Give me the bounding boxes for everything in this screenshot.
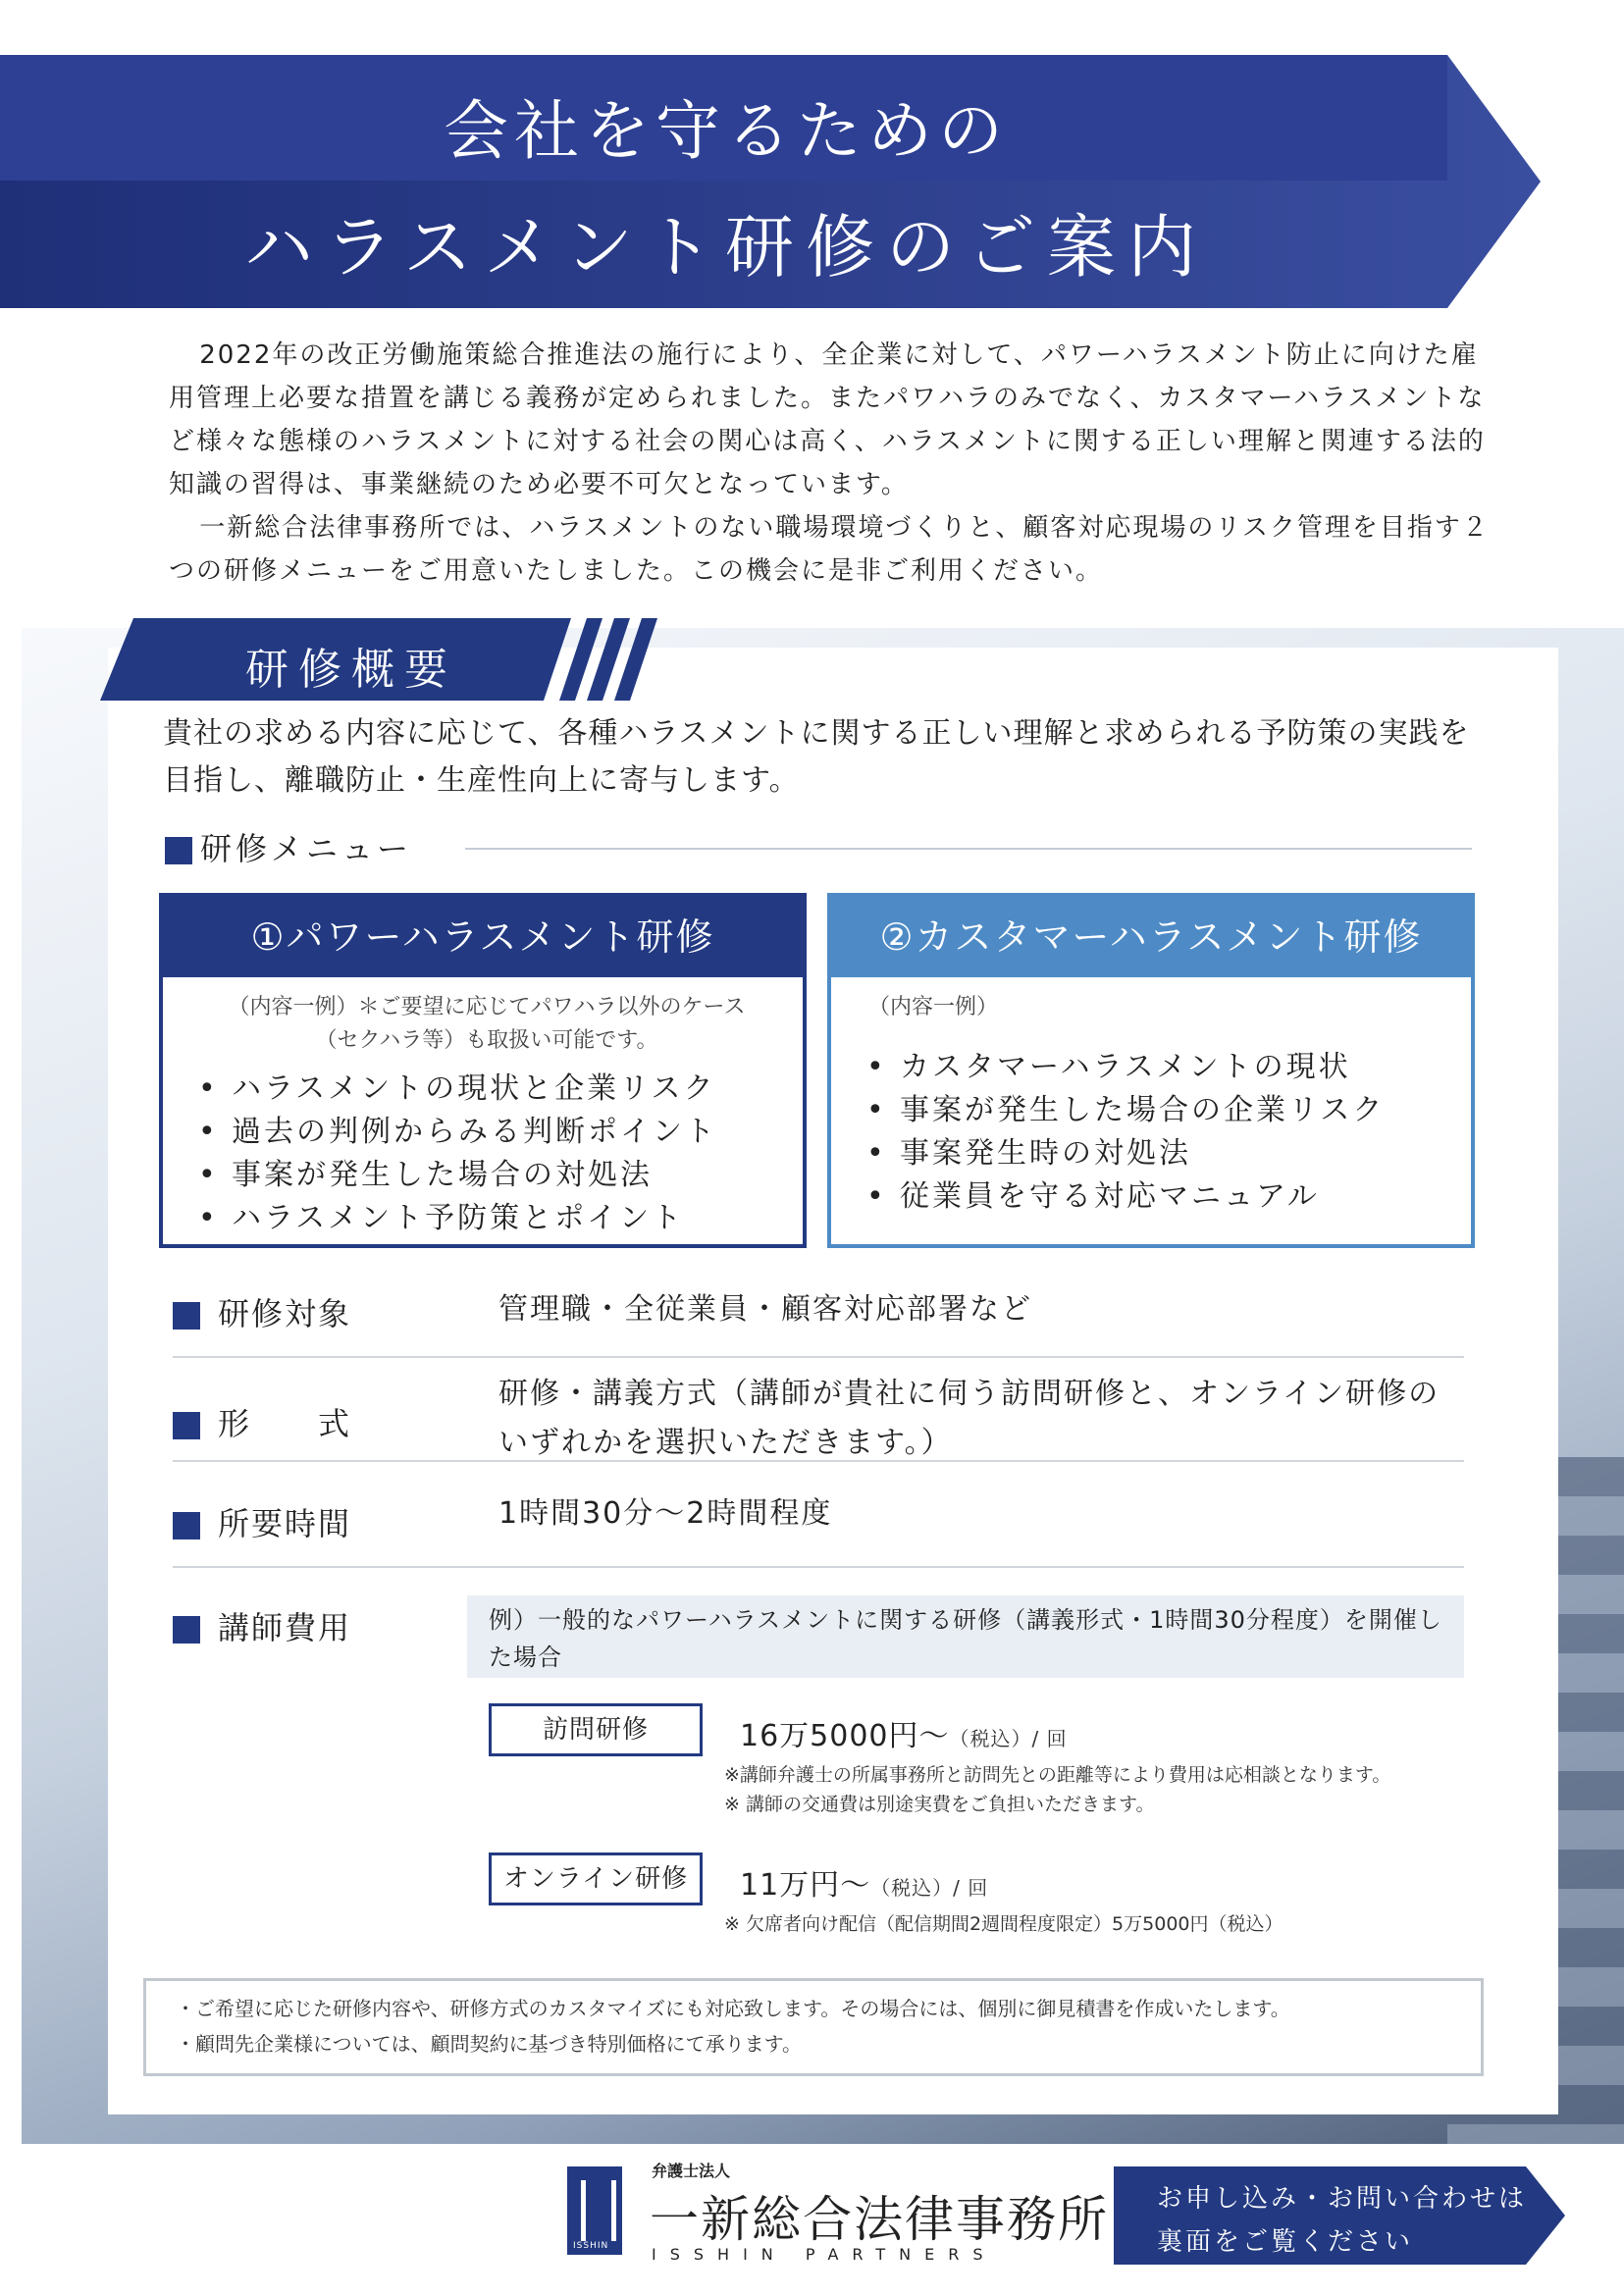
fee-example: 例）一般的なパワーハラスメントに関する研修（講義形式・1時間30分程度）を開催した場合 bbox=[467, 1595, 1464, 1678]
divider bbox=[465, 848, 1472, 850]
menu-heading bbox=[165, 824, 412, 869]
menu-heading-label: 研修メニュー bbox=[200, 830, 413, 867]
header-banner bbox=[0, 55, 1541, 308]
list-item: • 過去の判例からみる判断ポイント bbox=[232, 1111, 803, 1154]
power-note-line-2: （セクハラ等）も取扱い可能です。 bbox=[315, 1028, 658, 1053]
footnote-line-1: ・ご希望に応じた研修内容や、研修方式のカスタマイズにも対応致します。その場合には、個別に御見積書を作成いたします。 bbox=[176, 1997, 1290, 2020]
intro-paragraph-1: 2022年の改正労働施策総合推進法の施行により、全企業に対して、パワーハラスメント防止に向けた雇用管理上必要な措置を講じる義務が定められました。またパワハラのみでなく、カスタマーハラスメントなど様々な態様のハラスメントに対する社会の関心は高く、ハラスメントに関する正しい理解と関連する法的知識の習得は、事業継続のため必要不可欠となっています。 bbox=[169, 340, 1486, 499]
power-harassment-title: ①パワーハラスメント研修 bbox=[163, 897, 803, 977]
online-training-note: ※ 欠席者向け配信（配信期間2週間程度限定）5万5000円（税込） bbox=[724, 1913, 1283, 1935]
square-bullet-icon bbox=[173, 1412, 200, 1439]
section-heading: 研修概要 bbox=[245, 645, 457, 695]
list-item: • ハラスメント予防策とポイント bbox=[232, 1197, 803, 1240]
footnote-line-2: ・顧問先企業様については、顧問契約に基づき特別価格にて承ります。 bbox=[176, 2032, 802, 2056]
org-type: 弁護士法人 bbox=[652, 2162, 731, 2180]
list-item: • ハラスメントの現状と企業リスク bbox=[232, 1068, 803, 1111]
customer-harassment-menu-box bbox=[827, 893, 1475, 1248]
overview-text: 貴社の求める内容に応じて、各種ハラスメントに関する正しい理解と求められる予防策の実践を目指し、離職防止・生産性向上に寄与します。 bbox=[163, 716, 1470, 798]
detail-value: 研修・講義方式（講師が貴社に伺う訪問研修と、オンライン研修のいずれかを選択いただきます。） bbox=[498, 1377, 1441, 1460]
list-item: • 事案が発生した場合の企業リスク bbox=[900, 1089, 1471, 1132]
contact-cta bbox=[1114, 2166, 1565, 2265]
list-item: • カスタマーハラスメントの現状 bbox=[900, 1046, 1471, 1089]
page-title-line-1: 会社を守るための bbox=[444, 93, 1009, 169]
visit-training-notes: ※講師弁護士の所属事務所と訪問先との距離等により費用は応相談となります。 ※ 講師の交通費は別途実費をご負担いただきます。 bbox=[724, 1764, 1391, 1815]
intro-paragraph-2: 一新総合法律事務所では、ハラスメントのない職場環境づくりと、顧客対応現場のリスク管理を目指す２つの研修メニューをご用意いたしました。この機会に是非ご利用ください。 bbox=[169, 513, 1490, 586]
customer-harassment-note: （内容一例） bbox=[868, 995, 999, 1019]
cta-line-1: お申し込み・お問い合わせは bbox=[1157, 2184, 1528, 2214]
list-item: • 従業員を守る対応マニュアル bbox=[900, 1175, 1471, 1219]
detail-label: 講師費用 bbox=[173, 1603, 351, 1648]
page-title-line-2: ハラスメント研修のご案内 bbox=[244, 207, 1208, 287]
detail-label: 形 式 bbox=[173, 1399, 351, 1444]
visit-training-label: 訪問研修 bbox=[489, 1703, 703, 1756]
detail-value: 1時間30分～2時間程度 bbox=[498, 1496, 833, 1531]
divider bbox=[173, 1356, 1464, 1358]
footnote-box bbox=[143, 1978, 1484, 2076]
customer-harassment-title: ②カスタマーハラスメント研修 bbox=[831, 897, 1471, 977]
detail-value: 管理職・全従業員・顧客対応部署など bbox=[498, 1292, 1032, 1327]
org-name: 一新総合法律事務所 bbox=[650, 2191, 1109, 2248]
square-bullet-icon bbox=[165, 837, 192, 864]
power-harassment-list bbox=[163, 1058, 803, 1240]
cta-line-2: 裏面をご覧ください bbox=[1157, 2227, 1414, 2257]
divider bbox=[173, 1460, 1464, 1462]
square-bullet-icon bbox=[173, 1302, 200, 1330]
square-bullet-icon bbox=[173, 1616, 200, 1644]
list-item: • 事案発生時の対処法 bbox=[900, 1132, 1471, 1175]
divider bbox=[173, 1566, 1464, 1568]
square-bullet-icon bbox=[173, 1512, 200, 1539]
org-name-en: ISSHIN PARTNERS bbox=[652, 2245, 997, 2264]
customer-harassment-list bbox=[831, 1024, 1471, 1219]
visit-training-price: 16万5000円～（税込）/ 回 bbox=[740, 1719, 1068, 1753]
section-heading-tag bbox=[100, 618, 669, 701]
list-item: • 事案が発生した場合の対処法 bbox=[232, 1154, 803, 1197]
logo-mark-text: ISSHIN bbox=[573, 2241, 609, 2251]
detail-label: 研修対象 bbox=[173, 1289, 351, 1334]
power-note-line-1: （内容一例）＊ご要望に応じてパワハラ以外のケース bbox=[228, 995, 746, 1019]
online-training-price: 11万円～（税込）/ 回 bbox=[740, 1868, 989, 1903]
power-harassment-note bbox=[163, 977, 803, 1058]
detail-label: 所要時間 bbox=[173, 1499, 351, 1544]
power-harassment-menu-box bbox=[159, 893, 807, 1248]
intro-text bbox=[169, 334, 1493, 593]
online-training-label: オンライン研修 bbox=[489, 1852, 703, 1905]
